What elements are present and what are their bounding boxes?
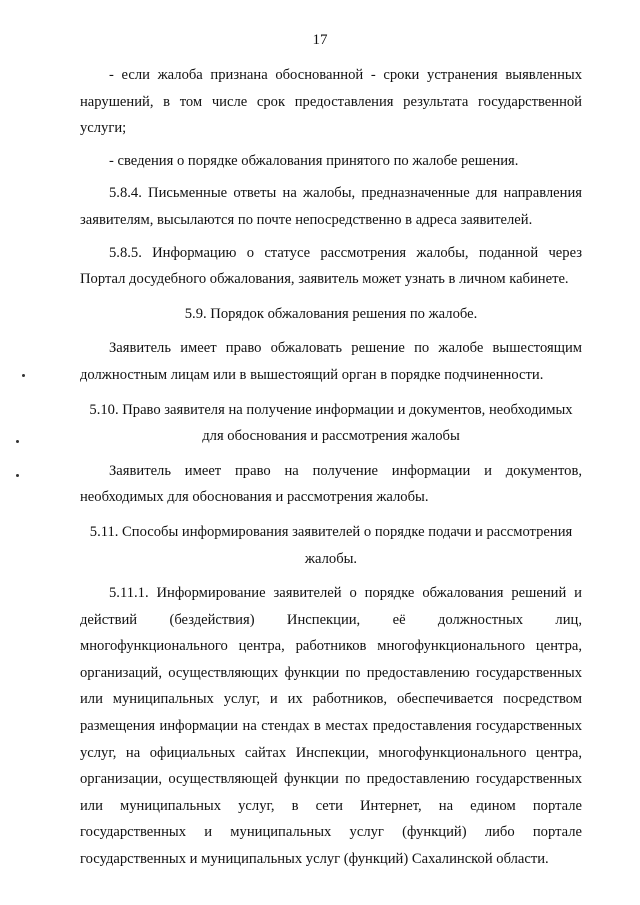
paragraph-appeal-info: - сведения о порядке обжалования принятого по жалобе решения. xyxy=(109,152,519,169)
page-number: 17 xyxy=(312,32,328,48)
paragraph-5-8-4: 5.8.4. Письменные ответы на жалобы, предназначенные для направления заявителям, высылаются по почте непосредственно в адреса заявителей. xyxy=(80,185,582,228)
scan-mark xyxy=(16,440,19,443)
heading-5-10: 5.10. Право заявителя на получение информации и документов, необходимых для обоснования и рассмотрения жалобы xyxy=(89,401,573,445)
scan-mark xyxy=(16,474,19,477)
paragraph-info-right: Заявитель имеет право на получение информации и документов, необходимых для обоснования и рассмотрения жалобы. xyxy=(80,462,582,506)
paragraph-5-11-1: 5.11.1. Информирование заявителей о порядке обжалования решений и действий (бездействия) Инспекции, её должностных лиц, многофункционального центра, работников многофункционального центра, организаций, осуществляющих функции по предоставлению государственных или муниципальных услуг, и их работников, обеспечивается посредством размещения информации на стендах в местах предоставления государственных услуг, на официальных сайтах Инспекции, многофункционального центра, организации, осуществляющей функции по предоставлению государственных или муниципальных услуг, в сети Интернет, на едином портале государственных и муниципальных услуг (функций) либо портале государственных и муниципальных услуг (функций) Сахалинской области. xyxy=(80,585,582,868)
paragraph-complaint-grounded: - если жалоба признана обоснованной - сроки устранения выявленных нарушений, в том числе срок предоставления результата государственной услуги; xyxy=(80,67,582,137)
document-body xyxy=(80,62,582,873)
heading-5-11: 5.11. Способы информирования заявителей о порядке подачи и рассмотрения жалобы. xyxy=(89,523,573,567)
heading-5-9: 5.9. Порядок обжалования решения по жалобе. xyxy=(184,305,478,322)
paragraph-appeal-right: Заявитель имеет право обжаловать решение по жалобе вышестоящим должностным лицам или в вышестоящий орган в порядке подчиненности. xyxy=(80,340,582,383)
scan-mark xyxy=(22,374,25,377)
paragraph-5-8-5: 5.8.5. Информацию о статусе рассмотрения жалобы, поданной через Портал досудебного обжалования, заявитель может узнать в личном кабинете. xyxy=(80,244,582,288)
